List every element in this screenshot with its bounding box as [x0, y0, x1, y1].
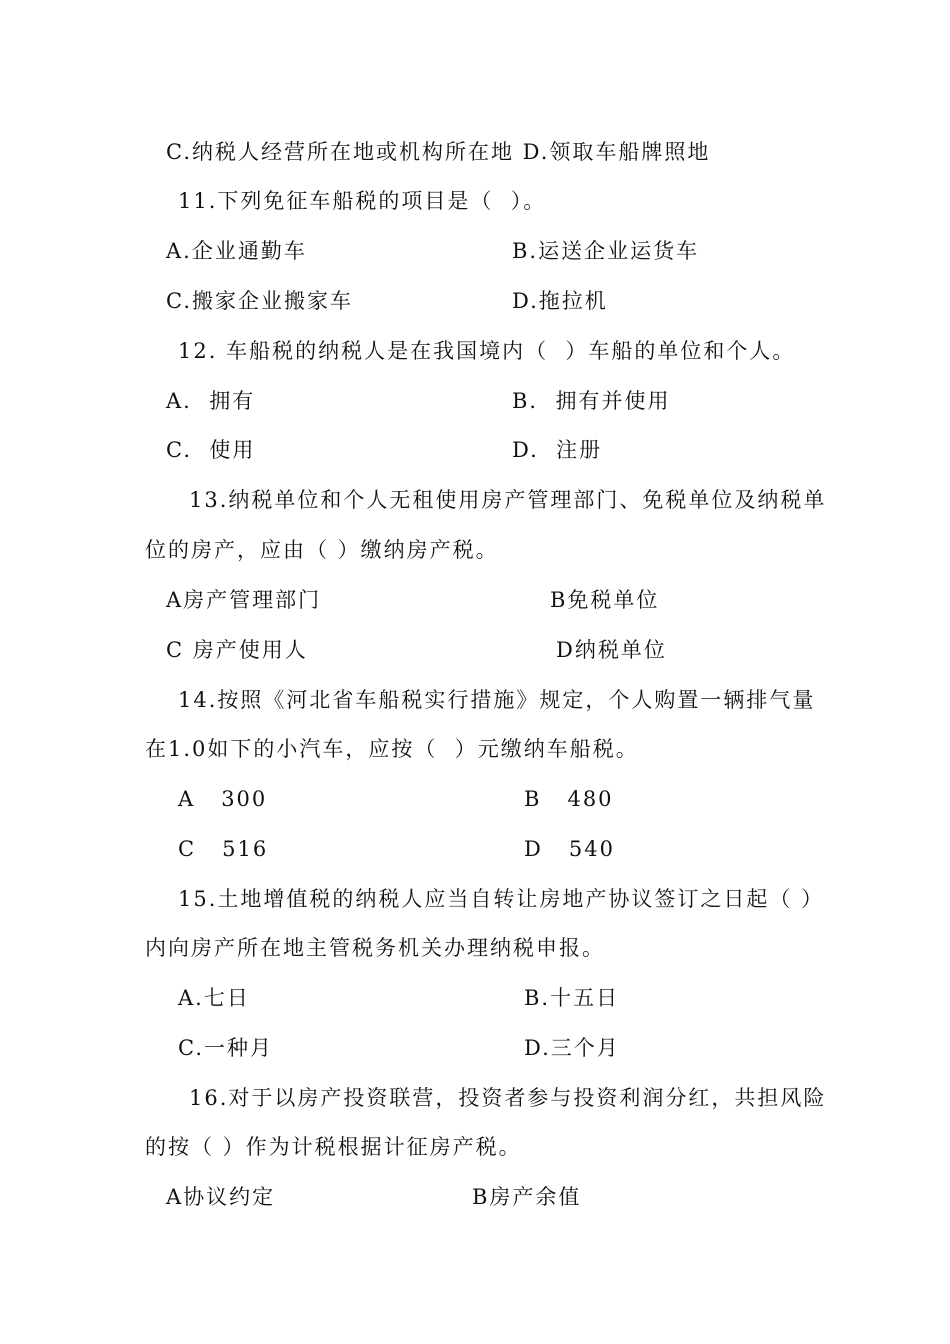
option-16-b: B房产余值: [472, 1185, 582, 1209]
option-11-d: D.拖拉机: [512, 289, 608, 313]
option-15-d: D.三个月: [524, 1036, 620, 1060]
option-11-b: B.运送企业运货车: [512, 239, 700, 263]
question-11: 11.下列免征车船税的项目是（ ）。: [178, 189, 547, 213]
question-16-line-1: 16.对于以房产投资联营，投资者参与投资利润分红，共担风险: [189, 1086, 827, 1110]
option-14-a: A 300: [178, 787, 268, 811]
option-11-c: C.搬家企业搬家车: [166, 289, 353, 313]
option-14-d: D 540: [524, 837, 615, 861]
question-16-line-2: 的按（ ）作为计税根据计征房产税。: [145, 1135, 522, 1159]
option-15-a: A.七日: [178, 986, 250, 1010]
question-15-line-2: 内向房产所在地主管税务机关办理纳税申报。: [145, 936, 605, 960]
option-line-c-d-q10: C.纳税人经营所在地或机构所在地 D.领取车船牌照地: [166, 140, 711, 164]
option-12-c: C. 使用: [166, 438, 256, 462]
option-15-c: C.一种月: [178, 1036, 273, 1060]
question-12: 12. 车船税的纳税人是在我国境内（ ）车船的单位和个人。: [178, 339, 796, 363]
question-14-line-2: 在1.0如下的小汽车，应按（ ）元缴纳车船税。: [145, 737, 639, 761]
option-12-d: D. 注册: [512, 438, 603, 462]
question-13-line-2: 位的房产，应由（ ）缴纳房产税。: [145, 538, 499, 562]
option-13-a: A房产管理部门: [166, 588, 322, 612]
question-14-line-1: 14.按照《河北省车船税实行措施》规定，个人购置一辆排气量: [178, 688, 816, 712]
question-15-line-1: 15.土地增值税的纳税人应当自转让房地产协议签订之日起（ ）: [178, 887, 825, 911]
option-13-d: D纳税单位: [556, 638, 667, 662]
option-13-b: B免税单位: [550, 588, 660, 612]
question-13-line-1: 13.纳税单位和个人无租使用房产管理部门、免税单位及纳税单: [189, 488, 827, 512]
option-13-c: C 房产使用人: [166, 638, 308, 662]
option-14-c: C 516: [178, 837, 269, 861]
option-14-b: B 480: [524, 787, 614, 811]
option-16-a: A协议约定: [166, 1185, 276, 1209]
option-15-b: B.十五日: [524, 986, 620, 1010]
option-12-b: B. 拥有并使用: [512, 389, 671, 413]
option-11-a: A.企业通勤车: [166, 239, 307, 263]
option-12-a: A. 拥有: [166, 389, 256, 413]
